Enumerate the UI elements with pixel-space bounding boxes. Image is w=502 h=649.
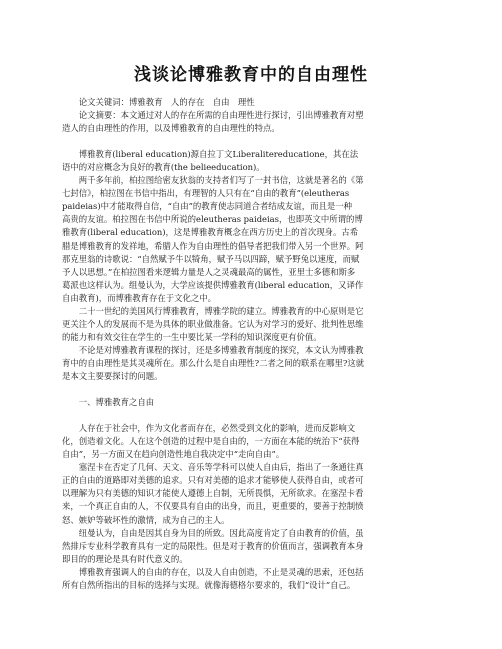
text-line: 雅教育(liberal education)，这是博雅教育概念在西方历史上的首次现身。古希 — [62, 227, 359, 238]
text-line: paideias)中才能取得自信，“自由”的教育使志同道合者结成友谊，而且是一种 — [62, 201, 353, 212]
text-line: 论文摘要：本文通过对人的存在所需的自由理性进行探讨，引出博雅教育对塑 — [62, 110, 364, 121]
text-line: 腊是博雅教育的发祥地，希腊人作为自由理性的倡导者把我们带入另一个世界。阿 — [62, 240, 364, 251]
text-line: 自由”，另一方面又在趋向创造性地自我决定中“走向自由”。 — [62, 449, 285, 460]
text-line: 高贵的友谊。柏拉图在书信中所说的eleutheras paideias，也即英文中所谓的博 — [62, 214, 363, 225]
text-line: 葛派也这样认为。组曼认为，大学应该提供博雅教育(liberal education，又译作 — [62, 279, 364, 290]
text-line: 纽曼认为，自由是因其自身为目的所致。因此高度肯定了自由教育的价值，虽 — [62, 527, 364, 538]
paper-body — [62, 96, 442, 592]
text-line: 是本文主要要探讨的问题。 — [62, 370, 163, 381]
text-line: 二十一世纪的美国风行博雅教育，博雅学院的建立。博雅教育的中心原则是它 — [62, 305, 364, 316]
text-line: 不论是对博雅教育课程的探讨，还是多博雅教育制度的探究，本文认为博雅教 — [62, 344, 364, 355]
text-line: 育中的自由理性是其灵魂所在。那么什么是自由理性?二者之间的联系在哪里?这就 — [62, 357, 365, 368]
paragraph-gap — [62, 409, 442, 422]
text-line: 造人的自由理性的作用，以及博雅教育的自由理性的特点。 — [62, 123, 280, 134]
text-line: 博雅教育强调人的自由的存在，以及人自由创造，不止是灵魂的思索，还包括 — [62, 566, 364, 577]
text-line: 的能力和有效交往在学生的一生中要比某一学科的知识深度更有价值。 — [62, 331, 322, 342]
paper-title: 浅谈论博雅教育中的自由理性 — [134, 65, 368, 85]
text-line: 怒、嫉妒等破坏性的激情，成为自己的主人。 — [62, 514, 230, 525]
paragraph-gap — [62, 135, 442, 148]
text-line: 来，一个真正自由的人，不仅要具有自由的出身，而且，更重要的，要善于控制愤 — [62, 501, 364, 512]
text-line: 一、博雅教育之自由 — [62, 397, 155, 408]
text-line: 七封信》，柏拉图在书信中指出，有理智的人只有在“自由的教育”(eleutheras — [62, 188, 350, 199]
text-line: 塞涅卡在否定了几何、天文、音乐等学科可以使人自由后，指出了一条通往真 — [62, 462, 364, 473]
text-line: 论文关键词：博雅教育 人的存在 自由 理性 — [62, 97, 255, 107]
text-line: 所有自然所指出的目标的选择与实现。就像海德格尔要求的，我们“设计”自己。 — [62, 579, 356, 590]
text-line: 人存在于社会中，作为文化者而存在，必然受到文化的影响，进而反影响文 — [62, 423, 356, 434]
text-line: 即目的的理论是具有时代意义的。 — [62, 553, 188, 564]
paragraph-gap — [62, 383, 442, 396]
text-line: 自由教育)，而博雅教育存在于文化之中。 — [62, 292, 217, 303]
text-line: 博雅教育(liberal education)源自拉丁文Liberalitereducatione，其在法 — [62, 149, 359, 160]
text-line: 那克里翁的诗歌说：“自然赋予牛以犄角，赋予马以四蹄，赋予野兔以速度，而赋 — [62, 253, 360, 264]
text-line: 予人以思想。”在柏拉图看来逻辑力量是人之灵魂最高的属性，亚里士多德和斯多 — [62, 266, 356, 277]
text-line: 两千多年前，柏拉图给密友狄翁的支持者们写了一封书信，这就是著名的《第 — [62, 175, 364, 186]
text-line: 以理解为只有美德的知识才能使人遵德上自制，无所畏惧，无所欲求。在塞涅卡看 — [62, 488, 364, 499]
text-line: 语中的对应概念为良好的教育(the belieeducation)。 — [62, 162, 265, 173]
text-line: 化，创造着文化。人在这个创造的过程中是自由的，一方面在本能的统治下“获得 — [62, 436, 360, 447]
text-line: 然排斥专业科学教育具有一定的局限性。但是对于教育的价值而言，强调教育本身 — [62, 540, 364, 551]
text-line: 更关注个人的发展而不是为具体的职业做准备。它认为对学习的爱好、批判性思维 — [62, 318, 364, 329]
text-line: 正的自由的道路即对美德的追求。只有对美德的追求才能够使人获得自由，或者可 — [62, 475, 364, 486]
